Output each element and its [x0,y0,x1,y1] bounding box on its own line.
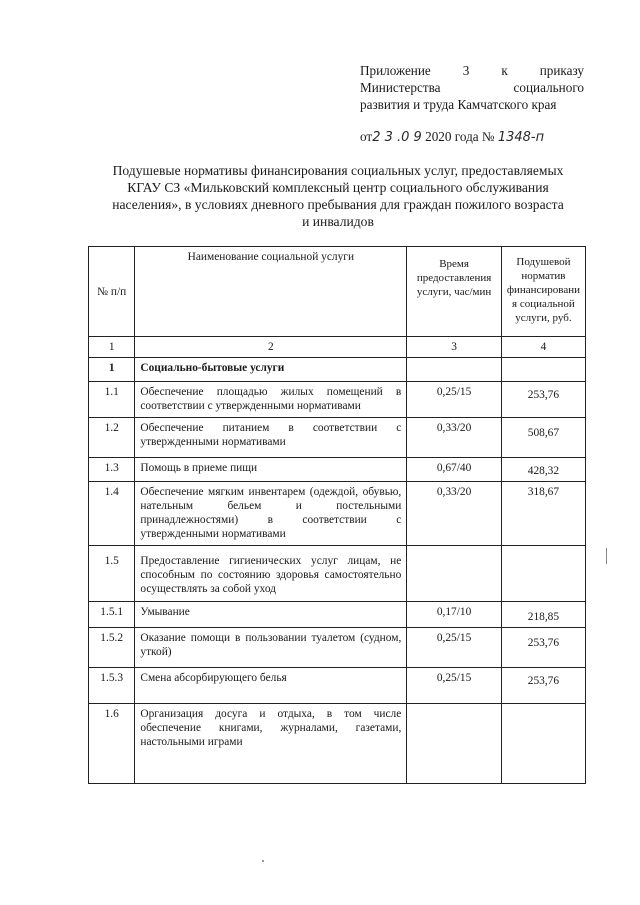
row-name: Оказание помощи в пользовании туалетом (судном, уткой) [135,628,407,668]
row-time: 0,33/20 [407,482,502,546]
title-line-3: населения», в условиях дневного пребывания для граждан пожилого возраста [112,197,564,212]
row-time: 0,25/15 [407,628,502,668]
row-norm: 218,85 [501,602,585,628]
row-time [407,358,502,382]
col-number-3: 3 [407,337,502,358]
row-name: Предоставление гигиенических услуг лицам, не способным по состоянию здоровья самостоятельно осуществлять за собой уход [135,546,407,602]
row-num: 1.6 [89,704,135,784]
table-row [89,482,586,546]
header-time: Время предоставления услуги, час/мин [407,247,502,337]
col-number-4: 4 [501,337,585,358]
order-prefix: от [360,129,373,144]
table-row [89,704,586,784]
row-norm [501,358,585,382]
row-num: 1 [89,358,135,382]
row-name: Обеспечение мягким инвентарем (одеждой, обувью, нательным бельем и постельными принадлежностями) в соответствии с утвержденными нормативами [135,482,407,546]
row-time [407,546,502,602]
header-norm: Подушевой норматив финансировани я социальной услуги, руб. [501,247,585,337]
appendix-line-2: Министерства социального [360,80,584,95]
row-name: Обеспечение питанием в соответствии с утвержденными нормативами [135,418,407,458]
col-number-2: 2 [135,337,407,358]
appendix-line-1: Приложение 3 к приказу [360,63,584,78]
row-time [407,704,502,784]
row-name: Обеспечение площадью жилых помещений в соответствии с утвержденными нормативами [135,382,407,418]
col-number-1: 1 [89,337,135,358]
document-title [84,162,592,230]
scan-speck [262,860,264,862]
row-name: Организация досуга и отдыха, в том числе обеспечение книгами, журналами, газетами, настольными играми [135,704,407,784]
table-row [89,628,586,668]
services-table [88,246,586,784]
row-norm [501,704,585,784]
row-name: Смена абсорбирующего белья [135,668,407,704]
order-number-handwritten: 1348-п [497,130,545,145]
scan-edge-mark [606,548,610,564]
table-row [89,418,586,458]
row-num: 1.1 [89,382,135,418]
row-norm: 318,67 [501,482,585,546]
row-num: 1.2 [89,418,135,458]
row-norm: 253,76 [501,628,585,668]
row-num: 1.3 [89,458,135,482]
appendix-header [360,62,584,113]
table-row [89,668,586,704]
appendix-line-3: развития и труда Камчатского края [360,97,557,112]
row-time: 0,25/15 [407,382,502,418]
row-norm: 253,76 [501,382,585,418]
row-time: 0,17/10 [407,602,502,628]
row-num: 1.5.1 [89,602,135,628]
row-name: Помощь в приеме пищи [135,458,407,482]
row-norm: 428,32 [501,458,585,482]
row-time: 0,25/15 [407,668,502,704]
title-line-2: КГАУ СЗ «Мильковский комплексный центр социального обслуживания [127,180,549,195]
header-name: Наименование социальной услуги [135,247,407,337]
row-time: 0,67/40 [407,458,502,482]
title-line-1: Подушевые нормативы финансирования социальных услуг, предоставляемых [112,163,564,178]
table-row [89,602,586,628]
order-date-line [360,128,590,146]
row-num: 1.4 [89,482,135,546]
row-time: 0,33/20 [407,418,502,458]
column-number-row [89,337,586,358]
order-date-handwritten: 2 3 .0 9 [372,130,422,145]
table-row [89,382,586,418]
row-num: 1.5 [89,546,135,602]
row-norm [501,546,585,602]
header-num: № п/п [89,247,135,337]
table-row [89,358,586,382]
title-line-4: и инвалидов [302,214,374,229]
row-num: 1.5.3 [89,668,135,704]
row-num: 1.5.2 [89,628,135,668]
table-row [89,458,586,482]
row-name: Социально-бытовые услуги [135,358,407,382]
table-header-row [89,247,586,337]
order-year-text: 2020 года № [425,129,495,144]
table-row [89,546,586,602]
row-name: Умывание [135,602,407,628]
row-norm: 508,67 [501,418,585,458]
row-norm: 253,76 [501,668,585,704]
